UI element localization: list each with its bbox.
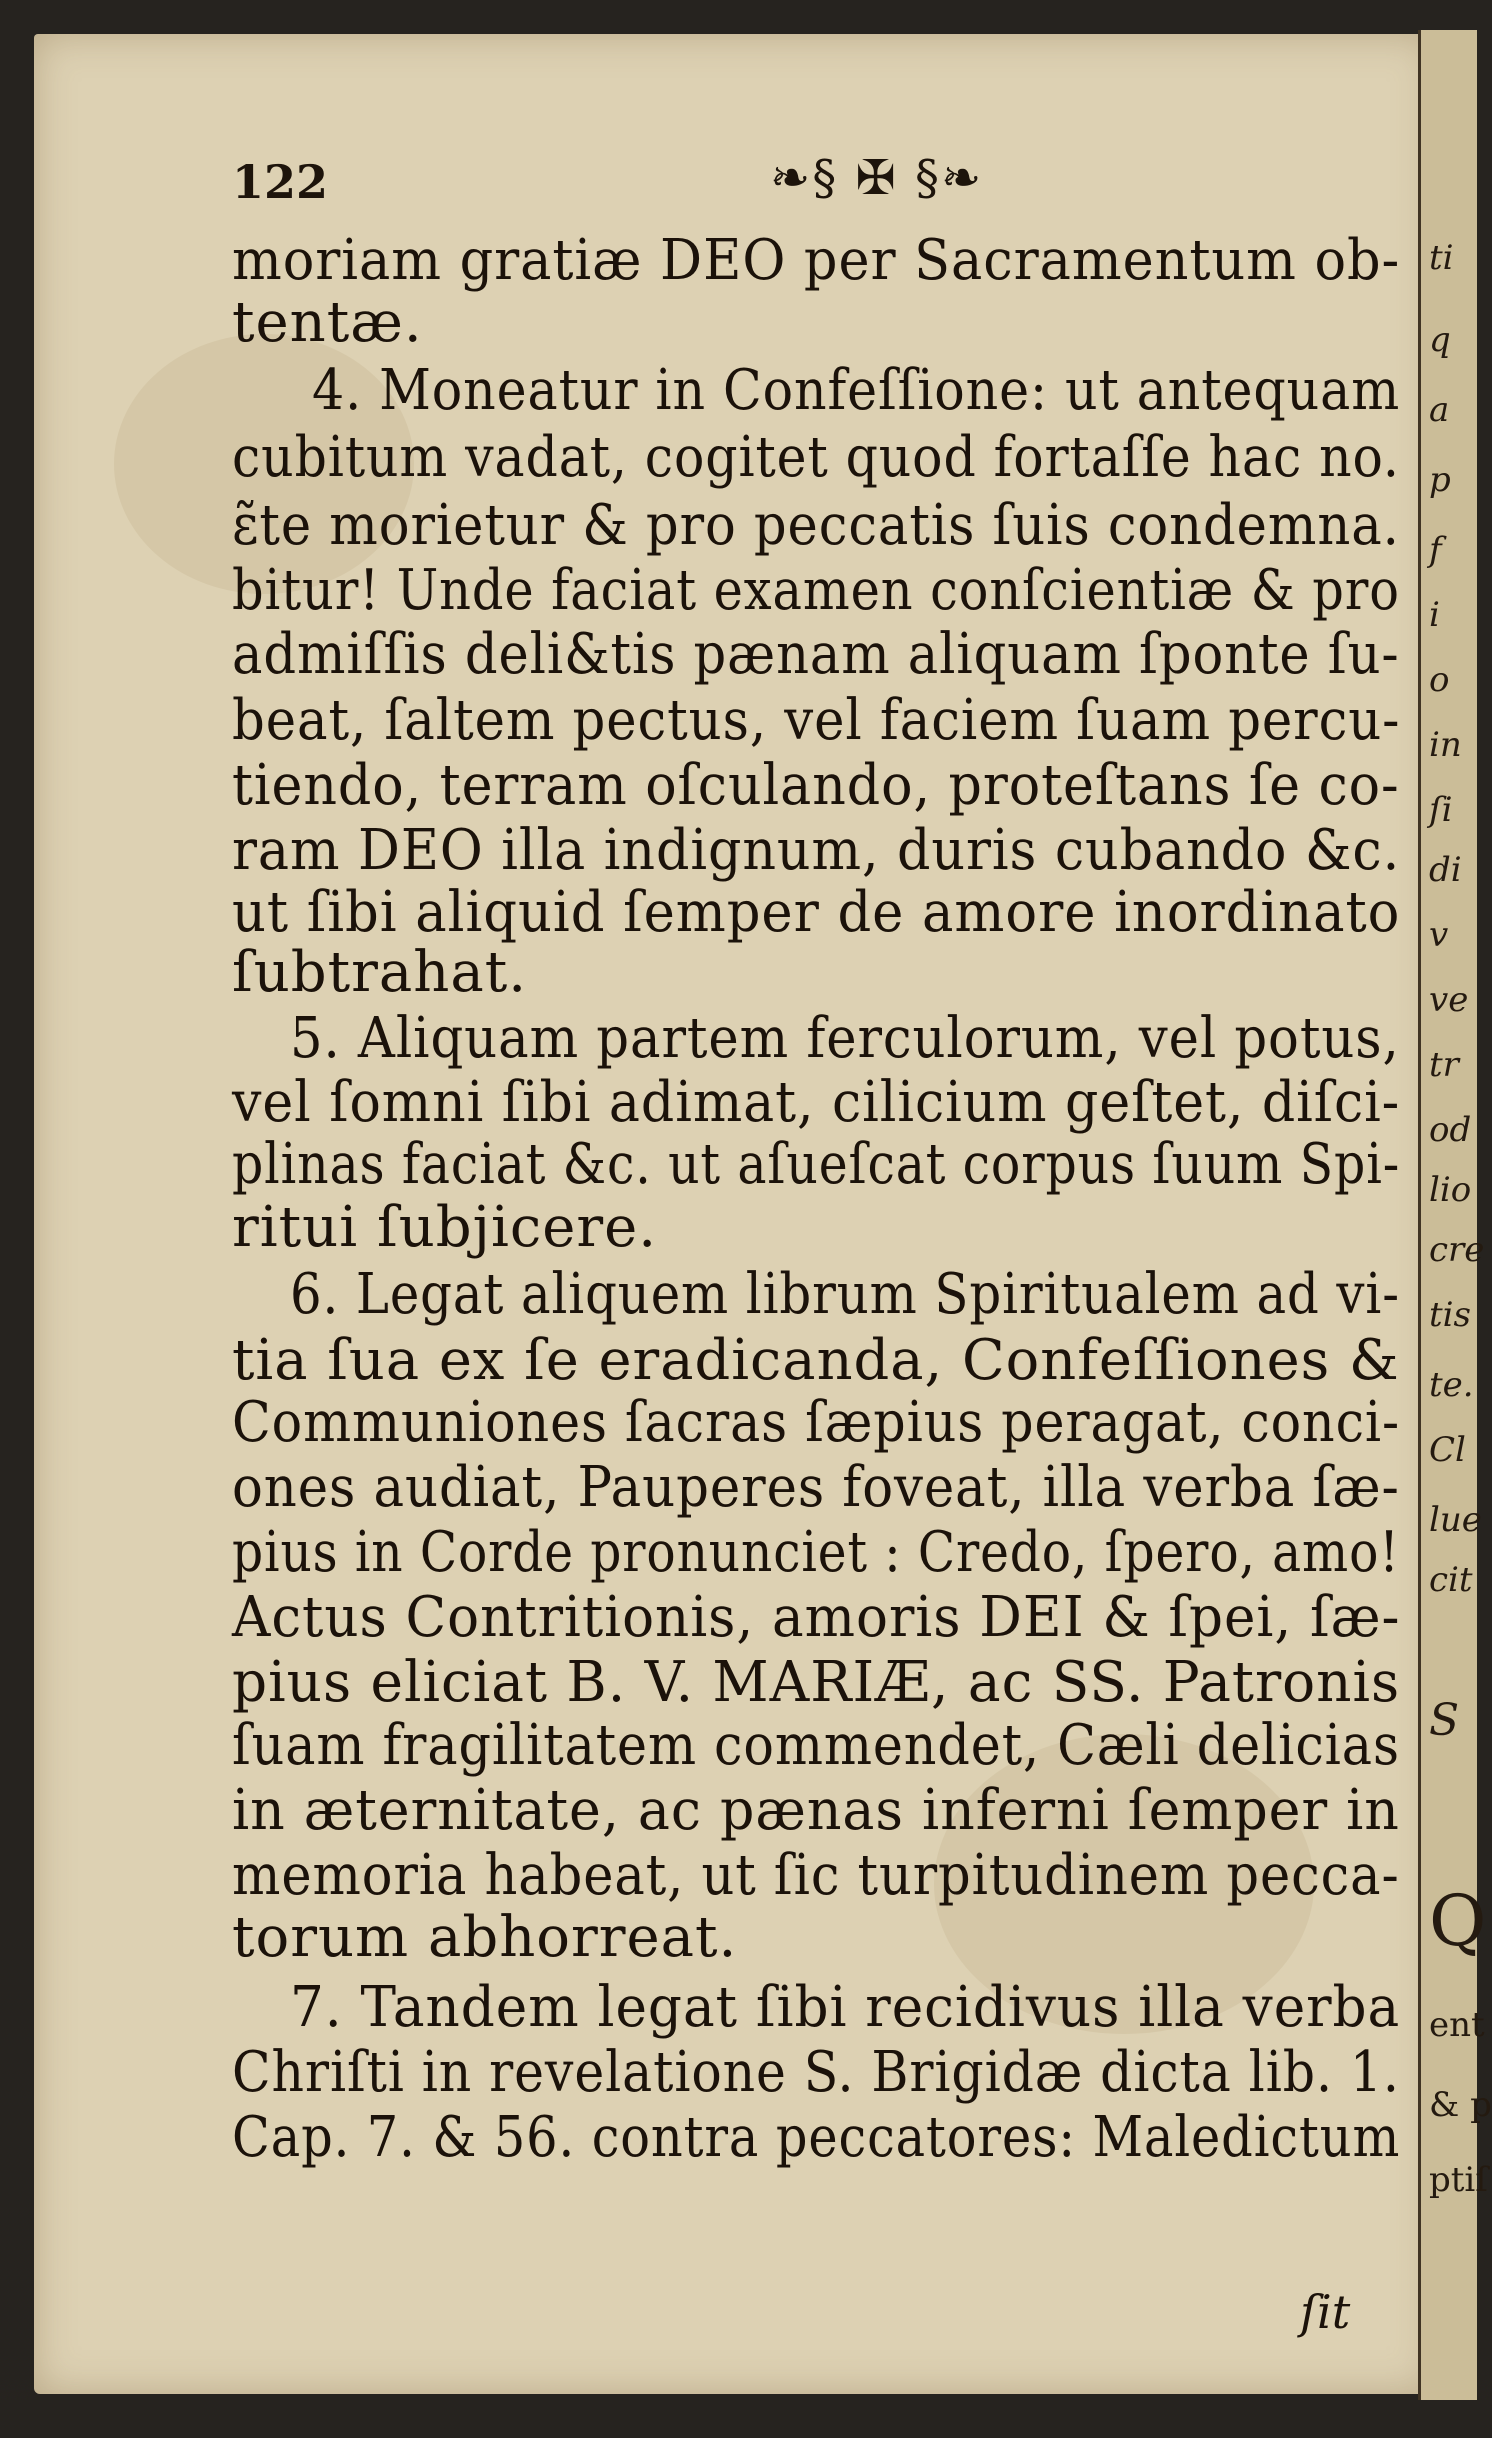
text-line: tia ſua ex ſe eradicanda, Confeſſiones & <box>232 1328 1400 1393</box>
text-line: ſuam fragilitatem commendet, Cæli delicias <box>232 1713 1400 1778</box>
text-line: Chriſti in revelatione S. Brigidæ dicta lib. 1. <box>232 2040 1400 2105</box>
next-page-fragment: o <box>1429 660 1450 700</box>
header-ornament: ❧§ ✠ §❧ <box>770 150 984 206</box>
next-page-fragment: S <box>1429 1695 1460 1746</box>
text-line: pius eliciat B. V. MARIÆ, ac SS. Patronis <box>232 1650 1401 1715</box>
next-page-fragment: f <box>1429 530 1442 570</box>
text-line: ut ſibi aliquid ſemper de amore inordinato <box>232 880 1401 945</box>
next-page-fragment: q <box>1429 320 1451 360</box>
text-line: 7. Tandem legat ſibi recidivus illa verba <box>290 1975 1401 2040</box>
next-page-fragment: cit <box>1429 1560 1473 1600</box>
text-line: cubitum vadat, cogitet quod fortaſſe hac no. <box>232 425 1400 490</box>
text-line: plinas faciat &c. ut aſueſcat corpus ſuum Spi- <box>232 1132 1401 1197</box>
text-line: beat, ſaltem pectus, vel faciem ſuam percu- <box>232 688 1401 753</box>
text-line: in æternitate, ac pænas inferni ſemper in <box>232 1778 1400 1843</box>
text-line: ram DEO illa indignum, duris cubando &c. <box>232 818 1401 883</box>
text-line: vel ſomni ſibi adimat, cilicium geſtet, diſci- <box>232 1070 1401 1135</box>
next-page-fragment: & p <box>1429 2085 1492 2125</box>
next-page-fragment: Cl <box>1429 1430 1466 1470</box>
next-page-fragment: in <box>1429 725 1462 765</box>
next-page-fragment: ſi <box>1429 790 1453 830</box>
next-page-fragment: ent <box>1429 2005 1485 2045</box>
text-line: bitur! Unde faciat examen conſcientiæ & pro <box>232 558 1400 623</box>
text-line: tentæ. <box>232 290 423 355</box>
next-page-fragment: od <box>1429 1110 1472 1150</box>
next-page-fragment: ptiſ <box>1429 2160 1488 2200</box>
next-page-fragment: lio <box>1429 1170 1472 1210</box>
text-line: tiendo, terram oſculando, proteſtans ſe co- <box>232 753 1400 818</box>
next-page-fragment: tr <box>1429 1045 1459 1085</box>
next-page-fragment: tis <box>1429 1295 1471 1335</box>
text-line: torum abhorreat. <box>232 1905 738 1970</box>
next-page-fragment: Q <box>1429 1880 1487 1962</box>
text-line: moriam gratiæ DEO per Sacramentum ob- <box>232 228 1401 293</box>
text-line: Communiones ſacras ſæpius peragat, conci- <box>232 1390 1400 1455</box>
next-page-fragment: ve <box>1429 980 1469 1020</box>
text-line: 4. Moneatur in Confeſſione: ut antequam <box>312 358 1401 423</box>
text-line: Actus Contritionis, amoris DEI & ſpei, ſæ- <box>232 1585 1401 1650</box>
next-page-fragment: te. <box>1429 1365 1474 1405</box>
next-page-fragment: cre <box>1429 1230 1485 1270</box>
text-line: ritui ſubjicere. <box>232 1195 658 1260</box>
next-page-fragment: a <box>1429 390 1450 430</box>
text-line: ɛ̃te morietur & pro peccatis ſuis condemna. <box>232 493 1400 558</box>
next-page-fragment: ti <box>1429 238 1454 278</box>
catchword: ſit <box>1300 2285 1351 2339</box>
next-page-fragment: v <box>1429 915 1449 955</box>
text-line: memoria habeat, ut ſic turpitudinem pecca- <box>232 1843 1400 1908</box>
next-page-fragment: lue <box>1429 1500 1482 1540</box>
next-page-fragment: p <box>1429 460 1451 500</box>
next-page-fragment: i <box>1429 595 1440 635</box>
page-number: 122 <box>232 155 329 209</box>
text-line: admiſſis deli&tis pænam aliquam ſponte ſu- <box>232 622 1400 687</box>
text-line: Cap. 7. & 56. contra peccatores: Maledictum <box>232 2105 1401 2170</box>
text-line: 6. Legat aliquem librum Spiritualem ad vi- <box>290 1262 1400 1327</box>
next-page-fragment: di <box>1429 850 1462 890</box>
text-line: 5. Aliquam partem ferculorum, vel potus, <box>290 1006 1400 1071</box>
text-line: ſubtrahat. <box>232 940 528 1005</box>
text-line: pius in Corde pronunciet : Credo, ſpero, amo! <box>232 1520 1400 1585</box>
text-line: ones audiat, Pauperes foveat, illa verba ſæ- <box>232 1455 1400 1520</box>
